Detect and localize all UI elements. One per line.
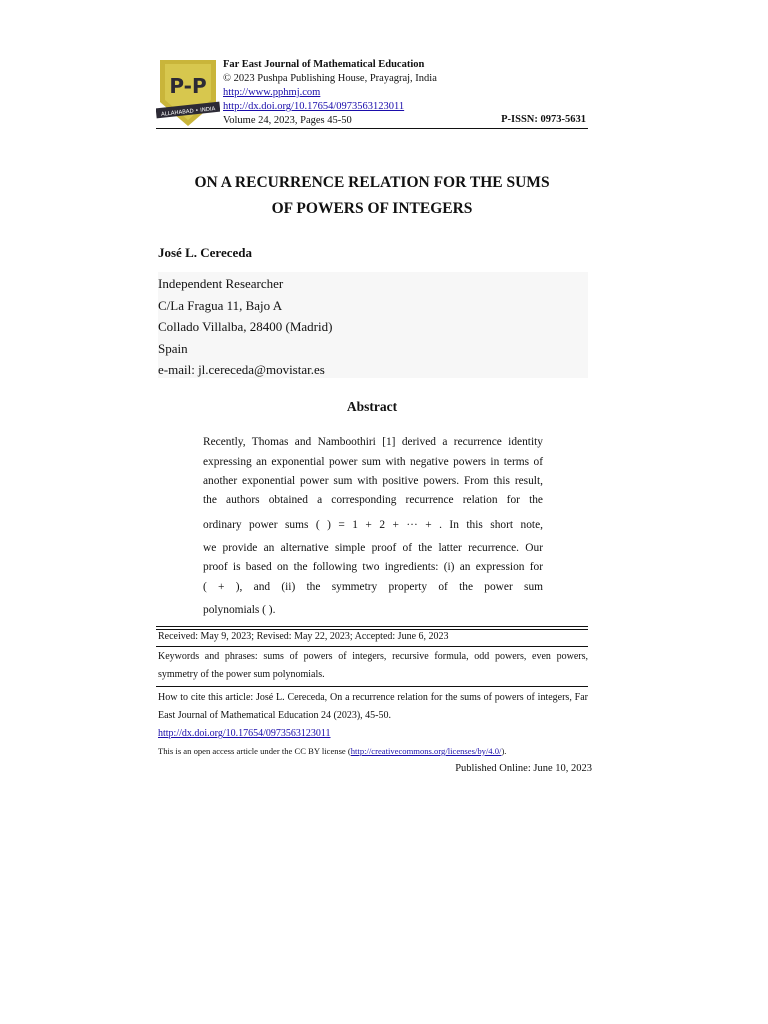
abstract-line: polynomials ( ). xyxy=(203,604,276,616)
issn: P-ISSN: 0973-5631 xyxy=(501,114,586,125)
cite-doi-link[interactable]: http://dx.doi.org/10.17654/0973563123011 xyxy=(158,728,331,739)
author-name: José L. Cereceda xyxy=(158,245,252,260)
affiliation-line: Collado Villalba, 28400 (Madrid) xyxy=(158,319,333,334)
logo-band-text: ALLAHABAD • INDIA xyxy=(160,106,216,118)
how-to-cite: How to cite this article: José L. Cereceda, On a recurrence relation for the sums of powers of integers, Far East Journal of Mathematical Education 24 (2023), 45-50. xyxy=(158,692,588,721)
header-rule xyxy=(156,128,588,129)
abstract-line: another exponential power sum with positive powers. From this result, xyxy=(203,475,543,487)
license-end: ). xyxy=(501,746,507,756)
volume-info: Volume 24, 2023, Pages 45-50 xyxy=(223,115,352,126)
paper-title xyxy=(100,170,644,222)
divider xyxy=(156,686,588,687)
abstract-heading: Abstract xyxy=(346,399,398,414)
affiliation-line: Spain xyxy=(158,340,188,356)
abstract-line: Recently, Thomas and Namboothiri [1] derived a recurrence identity xyxy=(203,436,543,448)
abstract-line: ordinary power sums ( ) = 1 + 2 + ··· + . In this short note, xyxy=(203,519,543,531)
affiliation-line: Independent Researcher xyxy=(158,276,284,291)
title-line-1: ON A RECURRENCE RELATION FOR THE SUMS xyxy=(194,174,550,191)
title-line-2: OF POWERS OF INTEGERS xyxy=(271,200,473,217)
license-text: This is an open access article under the CC BY license ( xyxy=(158,746,351,756)
abstract-line: proof is based on the following two ingredients: (i) an expression for xyxy=(203,561,543,573)
keywords: Keywords and phrases: sums of powers of integers, recursive formula, odd powers, even powers, symmetry of the power sum polynomials. xyxy=(158,651,588,680)
journal-url-link[interactable]: http://www.pphmj.com xyxy=(223,87,321,98)
abstract-line: expressing an exponential power sum with negative powers in terms of xyxy=(203,456,543,468)
divider xyxy=(156,626,588,627)
abstract-line: ( + ), and (ii) the symmetry property of the power sum xyxy=(203,581,543,593)
article-dates: Received: May 9, 2023; Revised: May 22, 2023; Accepted: June 6, 2023 xyxy=(158,631,449,642)
logo-text: P-P xyxy=(169,74,207,98)
license-note xyxy=(158,746,506,756)
published-date: Published Online: June 10, 2023 xyxy=(455,763,592,774)
affiliation-line: C/La Fragua 11, Bajo A xyxy=(158,297,283,313)
abstract-line: we provide an alternative simple proof of the latter recurrence. Our xyxy=(203,542,543,554)
doi-link[interactable]: http://dx.doi.org/10.17654/0973563123011 xyxy=(223,101,405,112)
author-email: e-mail: jl.cereceda@movistar.es xyxy=(158,362,325,377)
journal-name: Far East Journal of Mathematical Education xyxy=(223,59,425,70)
copyright: © 2023 Pushpa Publishing House, Prayagraj, India xyxy=(223,73,437,84)
license-link[interactable]: http://creativecommons.org/licenses/by/4.0/ xyxy=(350,746,502,756)
journal-logo xyxy=(156,58,220,128)
divider xyxy=(156,646,588,647)
abstract-line: the authors obtained a corresponding recurrence relation for the xyxy=(203,494,543,506)
